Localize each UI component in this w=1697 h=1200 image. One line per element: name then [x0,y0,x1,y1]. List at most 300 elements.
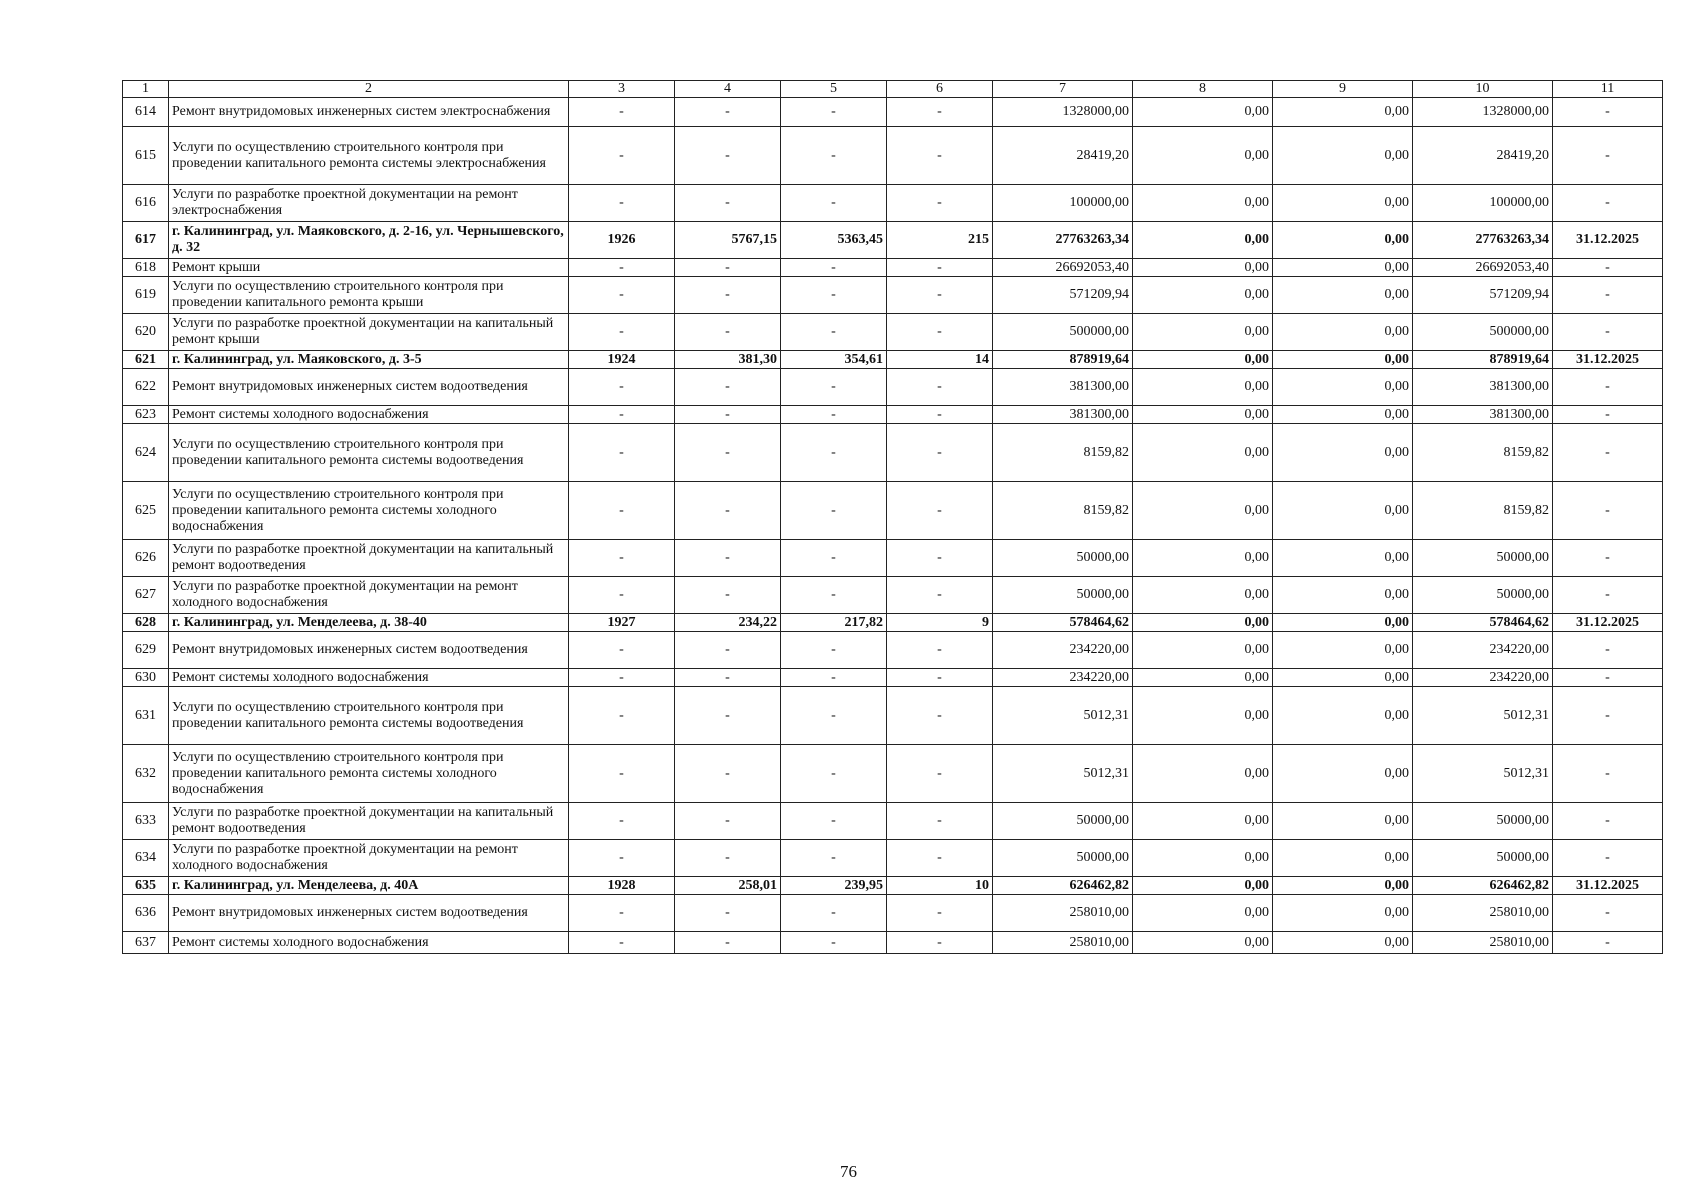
cell-col-5: - [781,687,887,745]
cell-col-4: - [675,314,781,351]
cell-col-5: - [781,98,887,127]
column-number: 2 [169,81,569,98]
cell-col-7: 50000,00 [993,540,1133,577]
work-description: Услуги по разработке проектной документации на ремонт электроснабжения [169,185,569,222]
table-row [123,632,1663,669]
cell-col-6: - [887,314,993,351]
cell-col-3: - [569,127,675,185]
cell-col-10: 5012,31 [1413,687,1553,745]
work-description: Ремонт системы холодного водоснабжения [169,406,569,424]
cell-col-8: 0,00 [1133,840,1273,877]
cell-col-5: - [781,540,887,577]
cell-col-7: 878919,64 [993,351,1133,369]
row-number: 637 [123,932,169,954]
cell-col-9: 0,00 [1273,424,1413,482]
cell-col-5: - [781,632,887,669]
cell-col-7: 234220,00 [993,669,1133,687]
cell-col-3: - [569,369,675,406]
table-row [123,745,1663,803]
cell-col-7: 626462,82 [993,877,1133,895]
cell-col-9: 0,00 [1273,932,1413,954]
work-description: г. Калининград, ул. Маяковского, д. 2-16, ул. Чернышевского, д. 32 [169,222,569,259]
cell-col-3: - [569,840,675,877]
table-row [123,540,1663,577]
cell-col-4: - [675,577,781,614]
row-number: 623 [123,406,169,424]
page-number: 76 [840,1162,857,1181]
cell-col-9: 0,00 [1273,577,1413,614]
column-number: 4 [675,81,781,98]
cell-col-11: - [1553,314,1663,351]
cell-col-9: 0,00 [1273,222,1413,259]
cell-col-10: 50000,00 [1413,540,1553,577]
cell-col-3: - [569,745,675,803]
cell-col-8: 0,00 [1133,877,1273,895]
cell-col-11: 31.12.2025 [1553,222,1663,259]
work-description: Ремонт внутридомовых инженерных систем электроснабжения [169,98,569,127]
cell-col-8: 0,00 [1133,745,1273,803]
cell-col-4: - [675,424,781,482]
cell-col-8: 0,00 [1133,632,1273,669]
row-number: 620 [123,314,169,351]
cell-col-7: 381300,00 [993,406,1133,424]
cell-col-9: 0,00 [1273,406,1413,424]
work-description: Услуги по разработке проектной документации на ремонт холодного водоснабжения [169,577,569,614]
cell-col-5: - [781,895,887,932]
column-number: 8 [1133,81,1273,98]
cell-col-8: 0,00 [1133,314,1273,351]
cell-col-6: - [887,259,993,277]
cell-col-11: - [1553,803,1663,840]
work-description: Услуги по осуществлению строительного контроля при проведении капитального ремонта системы водоотведения [169,687,569,745]
cell-col-5: - [781,369,887,406]
cell-col-7: 5012,31 [993,745,1133,803]
cell-col-11: 31.12.2025 [1553,614,1663,632]
table-row [123,877,1663,895]
cell-col-10: 234220,00 [1413,632,1553,669]
cell-col-11: - [1553,632,1663,669]
cell-col-11: - [1553,369,1663,406]
cell-col-4: - [675,406,781,424]
cell-col-3: - [569,687,675,745]
cell-col-4: - [675,895,781,932]
cell-col-8: 0,00 [1133,277,1273,314]
table-row [123,98,1663,127]
row-number: 629 [123,632,169,669]
cell-col-9: 0,00 [1273,277,1413,314]
cell-col-11: - [1553,277,1663,314]
work-description: Ремонт системы холодного водоснабжения [169,932,569,954]
cell-col-8: 0,00 [1133,687,1273,745]
cell-col-3: - [569,482,675,540]
cell-col-11: - [1553,540,1663,577]
repair-program-table [122,80,1663,954]
cell-col-6: 10 [887,877,993,895]
cell-col-9: 0,00 [1273,687,1413,745]
cell-col-6: - [887,424,993,482]
row-number: 617 [123,222,169,259]
cell-col-5: 239,95 [781,877,887,895]
cell-col-4: 234,22 [675,614,781,632]
cell-col-3: 1927 [569,614,675,632]
cell-col-7: 1328000,00 [993,98,1133,127]
cell-col-7: 50000,00 [993,840,1133,877]
cell-col-5: - [781,577,887,614]
cell-col-9: 0,00 [1273,540,1413,577]
row-number: 633 [123,803,169,840]
table-row [123,482,1663,540]
cell-col-10: 578464,62 [1413,614,1553,632]
cell-col-4: - [675,369,781,406]
cell-col-10: 500000,00 [1413,314,1553,351]
cell-col-10: 5012,31 [1413,745,1553,803]
row-number: 616 [123,185,169,222]
cell-col-6: - [887,577,993,614]
cell-col-11: - [1553,745,1663,803]
cell-col-11: - [1553,687,1663,745]
column-number: 5 [781,81,887,98]
cell-col-3: - [569,98,675,127]
table-row [123,614,1663,632]
cell-col-5: - [781,932,887,954]
cell-col-10: 878919,64 [1413,351,1553,369]
cell-col-5: - [781,745,887,803]
cell-col-6: - [887,185,993,222]
row-number: 636 [123,895,169,932]
cell-col-8: 0,00 [1133,424,1273,482]
cell-col-4: - [675,277,781,314]
table-row [123,314,1663,351]
cell-col-5: - [781,314,887,351]
cell-col-5: 354,61 [781,351,887,369]
cell-col-10: 8159,82 [1413,482,1553,540]
cell-col-6: - [887,932,993,954]
cell-col-7: 500000,00 [993,314,1133,351]
cell-col-10: 26692053,40 [1413,259,1553,277]
cell-col-9: 0,00 [1273,745,1413,803]
cell-col-9: 0,00 [1273,895,1413,932]
cell-col-4: - [675,482,781,540]
row-number: 625 [123,482,169,540]
cell-col-8: 0,00 [1133,932,1273,954]
cell-col-3: - [569,185,675,222]
table-row [123,259,1663,277]
table-row [123,840,1663,877]
cell-col-7: 50000,00 [993,577,1133,614]
cell-col-9: 0,00 [1273,614,1413,632]
cell-col-8: 0,00 [1133,222,1273,259]
work-description: Услуги по осуществлению строительного контроля при проведении капитального ремонта системы водоотведения [169,424,569,482]
cell-col-10: 258010,00 [1413,932,1553,954]
cell-col-10: 571209,94 [1413,277,1553,314]
cell-col-3: - [569,314,675,351]
cell-col-11: - [1553,424,1663,482]
cell-col-8: 0,00 [1133,669,1273,687]
cell-col-4: - [675,98,781,127]
cell-col-11: - [1553,406,1663,424]
document-sheet [122,80,1662,954]
cell-col-6: - [887,98,993,127]
cell-col-11: - [1553,98,1663,127]
cell-col-8: 0,00 [1133,98,1273,127]
cell-col-4: - [675,745,781,803]
cell-col-8: 0,00 [1133,185,1273,222]
cell-col-6: - [887,632,993,669]
cell-col-7: 8159,82 [993,424,1133,482]
cell-col-9: 0,00 [1273,314,1413,351]
cell-col-11: - [1553,127,1663,185]
work-description: Ремонт внутридомовых инженерных систем водоотведения [169,369,569,406]
table-row [123,185,1663,222]
cell-col-3: - [569,932,675,954]
work-description: г. Калининград, ул. Менделеева, д. 38-40 [169,614,569,632]
column-number: 10 [1413,81,1553,98]
cell-col-3: - [569,577,675,614]
table-body [123,81,1663,954]
table-row [123,369,1663,406]
cell-col-5: - [781,259,887,277]
row-number: 628 [123,614,169,632]
cell-col-10: 234220,00 [1413,669,1553,687]
work-description: Услуги по разработке проектной документации на капитальный ремонт водоотведения [169,803,569,840]
column-number-header [123,81,1663,98]
table-row [123,687,1663,745]
cell-col-8: 0,00 [1133,614,1273,632]
cell-col-6: - [887,803,993,840]
cell-col-3: - [569,803,675,840]
cell-col-9: 0,00 [1273,877,1413,895]
cell-col-11: - [1553,482,1663,540]
cell-col-9: 0,00 [1273,98,1413,127]
cell-col-4: - [675,803,781,840]
cell-col-6: - [887,895,993,932]
row-number: 631 [123,687,169,745]
row-number: 624 [123,424,169,482]
cell-col-11: - [1553,259,1663,277]
cell-col-11: - [1553,577,1663,614]
cell-col-11: - [1553,669,1663,687]
cell-col-4: - [675,632,781,669]
cell-col-11: - [1553,895,1663,932]
cell-col-10: 258010,00 [1413,895,1553,932]
row-number: 635 [123,877,169,895]
cell-col-7: 27763263,34 [993,222,1133,259]
row-number: 627 [123,577,169,614]
cell-col-6: - [887,669,993,687]
cell-col-9: 0,00 [1273,840,1413,877]
cell-col-6: 14 [887,351,993,369]
cell-col-8: 0,00 [1133,351,1273,369]
cell-col-10: 27763263,34 [1413,222,1553,259]
cell-col-4: 5767,15 [675,222,781,259]
cell-col-11: - [1553,840,1663,877]
cell-col-6: - [887,745,993,803]
cell-col-7: 578464,62 [993,614,1133,632]
cell-col-9: 0,00 [1273,803,1413,840]
row-number: 619 [123,277,169,314]
cell-col-9: 0,00 [1273,369,1413,406]
work-description: г. Калининград, ул. Менделеева, д. 40А [169,877,569,895]
cell-col-10: 8159,82 [1413,424,1553,482]
cell-col-7: 381300,00 [993,369,1133,406]
cell-col-10: 381300,00 [1413,406,1553,424]
cell-col-10: 28419,20 [1413,127,1553,185]
cell-col-7: 234220,00 [993,632,1133,669]
cell-col-5: - [781,840,887,877]
work-description: Услуги по осуществлению строительного контроля при проведении капитального ремонта крыши [169,277,569,314]
cell-col-8: 0,00 [1133,259,1273,277]
cell-col-3: - [569,424,675,482]
cell-col-3: 1924 [569,351,675,369]
table-row [123,932,1663,954]
cell-col-6: - [887,840,993,877]
cell-col-11: 31.12.2025 [1553,351,1663,369]
row-number: 618 [123,259,169,277]
cell-col-3: 1928 [569,877,675,895]
cell-col-6: - [887,369,993,406]
work-description: Ремонт системы холодного водоснабжения [169,669,569,687]
row-number: 632 [123,745,169,803]
cell-col-5: 217,82 [781,614,887,632]
cell-col-7: 571209,94 [993,277,1133,314]
column-number: 3 [569,81,675,98]
column-number: 1 [123,81,169,98]
cell-col-10: 50000,00 [1413,577,1553,614]
cell-col-9: 0,00 [1273,482,1413,540]
cell-col-7: 26692053,40 [993,259,1133,277]
cell-col-3: - [569,632,675,669]
cell-col-6: - [887,406,993,424]
column-number: 6 [887,81,993,98]
cell-col-6: - [887,127,993,185]
table-row [123,577,1663,614]
cell-col-9: 0,00 [1273,185,1413,222]
cell-col-8: 0,00 [1133,482,1273,540]
column-number: 11 [1553,81,1663,98]
row-number: 615 [123,127,169,185]
cell-col-6: - [887,482,993,540]
cell-col-6: 215 [887,222,993,259]
cell-col-7: 258010,00 [993,895,1133,932]
table-row [123,406,1663,424]
cell-col-8: 0,00 [1133,577,1273,614]
table-row [123,669,1663,687]
row-number: 622 [123,369,169,406]
cell-col-5: - [781,406,887,424]
cell-col-4: 381,30 [675,351,781,369]
table-row [123,127,1663,185]
cell-col-4: - [675,932,781,954]
cell-col-5: - [781,482,887,540]
cell-col-8: 0,00 [1133,406,1273,424]
cell-col-10: 50000,00 [1413,803,1553,840]
cell-col-6: - [887,687,993,745]
work-description: Услуги по осуществлению строительного контроля при проведении капитального ремонта системы холодного водоснабжения [169,482,569,540]
cell-col-8: 0,00 [1133,540,1273,577]
work-description: Услуги по разработке проектной документации на ремонт холодного водоснабжения [169,840,569,877]
table-row [123,424,1663,482]
work-description: Услуги по разработке проектной документации на капитальный ремонт крыши [169,314,569,351]
work-description: Услуги по разработке проектной документации на капитальный ремонт водоотведения [169,540,569,577]
row-number: 630 [123,669,169,687]
cell-col-5: - [781,669,887,687]
cell-col-5: - [781,424,887,482]
cell-col-5: - [781,803,887,840]
cell-col-3: - [569,669,675,687]
cell-col-3: 1926 [569,222,675,259]
row-number: 626 [123,540,169,577]
cell-col-8: 0,00 [1133,127,1273,185]
column-number: 9 [1273,81,1413,98]
cell-col-4: - [675,669,781,687]
cell-col-3: - [569,540,675,577]
cell-col-8: 0,00 [1133,895,1273,932]
work-description: Ремонт внутридомовых инженерных систем водоотведения [169,895,569,932]
cell-col-11: 31.12.2025 [1553,877,1663,895]
cell-col-10: 1328000,00 [1413,98,1553,127]
work-description: Ремонт крыши [169,259,569,277]
cell-col-11: - [1553,185,1663,222]
cell-col-4: - [675,840,781,877]
table-row [123,895,1663,932]
work-description: Услуги по осуществлению строительного контроля при проведении капитального ремонта системы холодного водоснабжения [169,745,569,803]
cell-col-4: - [675,540,781,577]
cell-col-6: - [887,540,993,577]
cell-col-7: 100000,00 [993,185,1133,222]
cell-col-7: 258010,00 [993,932,1133,954]
cell-col-9: 0,00 [1273,669,1413,687]
table-row [123,277,1663,314]
cell-col-10: 50000,00 [1413,840,1553,877]
work-description: г. Калининград, ул. Маяковского, д. 3-5 [169,351,569,369]
cell-col-4: - [675,185,781,222]
cell-col-10: 100000,00 [1413,185,1553,222]
cell-col-9: 0,00 [1273,259,1413,277]
row-number: 621 [123,351,169,369]
cell-col-3: - [569,277,675,314]
cell-col-6: - [887,277,993,314]
work-description: Ремонт внутридомовых инженерных систем водоотведения [169,632,569,669]
cell-col-9: 0,00 [1273,632,1413,669]
cell-col-3: - [569,259,675,277]
cell-col-4: - [675,259,781,277]
table-row [123,222,1663,259]
cell-col-3: - [569,895,675,932]
cell-col-7: 8159,82 [993,482,1133,540]
cell-col-5: 5363,45 [781,222,887,259]
cell-col-9: 0,00 [1273,127,1413,185]
cell-col-5: - [781,185,887,222]
cell-col-7: 28419,20 [993,127,1133,185]
cell-col-7: 5012,31 [993,687,1133,745]
cell-col-8: 0,00 [1133,369,1273,406]
column-number: 7 [993,81,1133,98]
cell-col-4: 258,01 [675,877,781,895]
cell-col-3: - [569,406,675,424]
cell-col-8: 0,00 [1133,803,1273,840]
cell-col-5: - [781,277,887,314]
cell-col-6: 9 [887,614,993,632]
cell-col-9: 0,00 [1273,351,1413,369]
cell-col-11: - [1553,932,1663,954]
table-row [123,351,1663,369]
work-description: Услуги по осуществлению строительного контроля при проведении капитального ремонта системы электроснабжения [169,127,569,185]
cell-col-4: - [675,687,781,745]
cell-col-4: - [675,127,781,185]
row-number: 634 [123,840,169,877]
cell-col-10: 626462,82 [1413,877,1553,895]
table-row [123,803,1663,840]
